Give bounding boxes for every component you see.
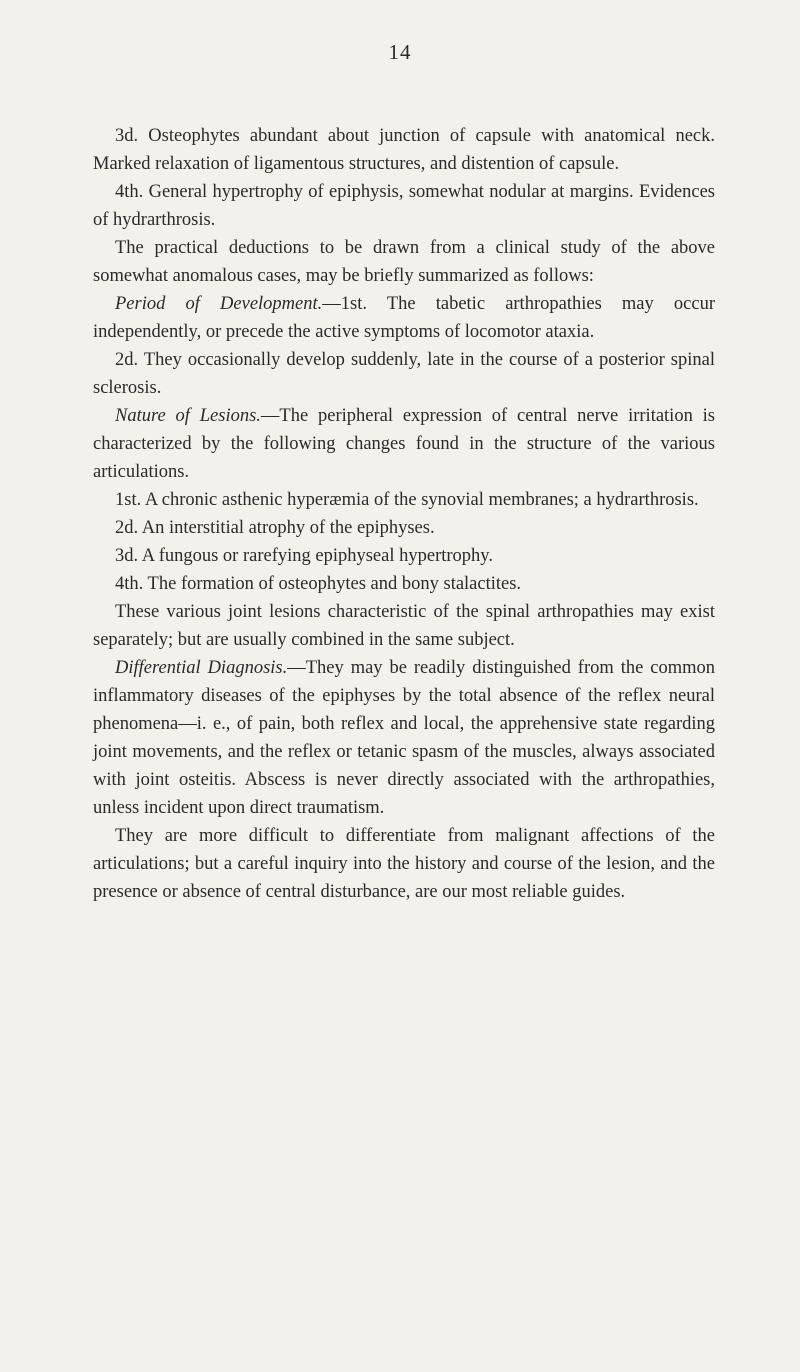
paragraph-text: These various joint lesions characteristic of the spinal arthropathies may exist separately; but are usually combined in the same subject. <box>93 602 715 650</box>
paragraph-text: They are more difficult to differentiate from malignant affections of the articulations; but a careful inquiry into the history and course of the lesion, and the presence or absence of central disturbance, are our most reliable guides. <box>93 826 715 902</box>
paragraph <box>93 822 715 906</box>
section-heading: Nature of Lesions. <box>115 406 261 426</box>
paragraph <box>93 234 715 290</box>
paragraph-text: 3d. A fungous or rarefying epiphyseal hypertrophy. <box>115 546 493 566</box>
paragraph <box>93 654 715 822</box>
paragraph-text: —1st. The tabetic arthropathies may occur independently, or precede the active symptoms of locomotor ataxia. <box>93 294 716 342</box>
paragraph <box>93 598 715 654</box>
paragraph <box>93 346 715 402</box>
paragraph-text: —The peripheral expression of central nerve irritation is characterized by the following changes found in the structure of the various articulations. <box>93 406 715 482</box>
paragraph-text: 2d. They occasionally develop suddenly, late in the course of a posterior spinal sclerosis. <box>93 350 715 398</box>
paragraph-text: 1st. A chronic asthenic hyperæmia of the synovial membranes; a hydrarthrosis. <box>115 490 699 510</box>
paragraph <box>93 290 715 346</box>
paragraph-text: The practical deductions to be drawn from a clinical study of the above somewhat anomalous cases, may be briefly summarized as follows: <box>93 238 715 286</box>
paragraph-text: —They may be readily distinguished from the common inflammatory diseases of the epiphyses by the total absence of the reflex neural phenomena—i. e., of pain, both reflex and local, the apprehensive state regarding joint movements, and the reflex or tetanic spasm of the muscles, always associated with joint osteitis. Abscess is never directly associated with the arthropathies, unless incident upon direct traumatism. <box>93 658 715 818</box>
section-heading: Period of Development. <box>115 294 323 314</box>
paragraph-text: 2d. An interstitial atrophy of the epiphyses. <box>115 518 435 538</box>
paragraph <box>93 486 715 514</box>
paragraph <box>93 178 715 234</box>
paragraph-text: 4th. General hypertrophy of epiphysis, somewhat nodular at margins. Evidences of hydrarthrosis. <box>93 182 715 230</box>
paragraph <box>93 514 715 542</box>
section-heading: Differential Diagnosis. <box>115 658 288 678</box>
paragraph-text: 4th. The formation of osteophytes and bony stalactites. <box>115 574 522 594</box>
paragraph <box>93 570 715 598</box>
paragraph <box>93 122 715 178</box>
paragraph <box>93 542 715 570</box>
paragraph-text: 3d. Osteophytes abundant about junction of capsule with anatomical neck. Marked relaxation of ligamentous structures, and distention of capsule. <box>93 126 715 174</box>
body-text <box>93 122 715 906</box>
page-number: 14 <box>388 40 412 64</box>
paragraph <box>93 402 715 486</box>
